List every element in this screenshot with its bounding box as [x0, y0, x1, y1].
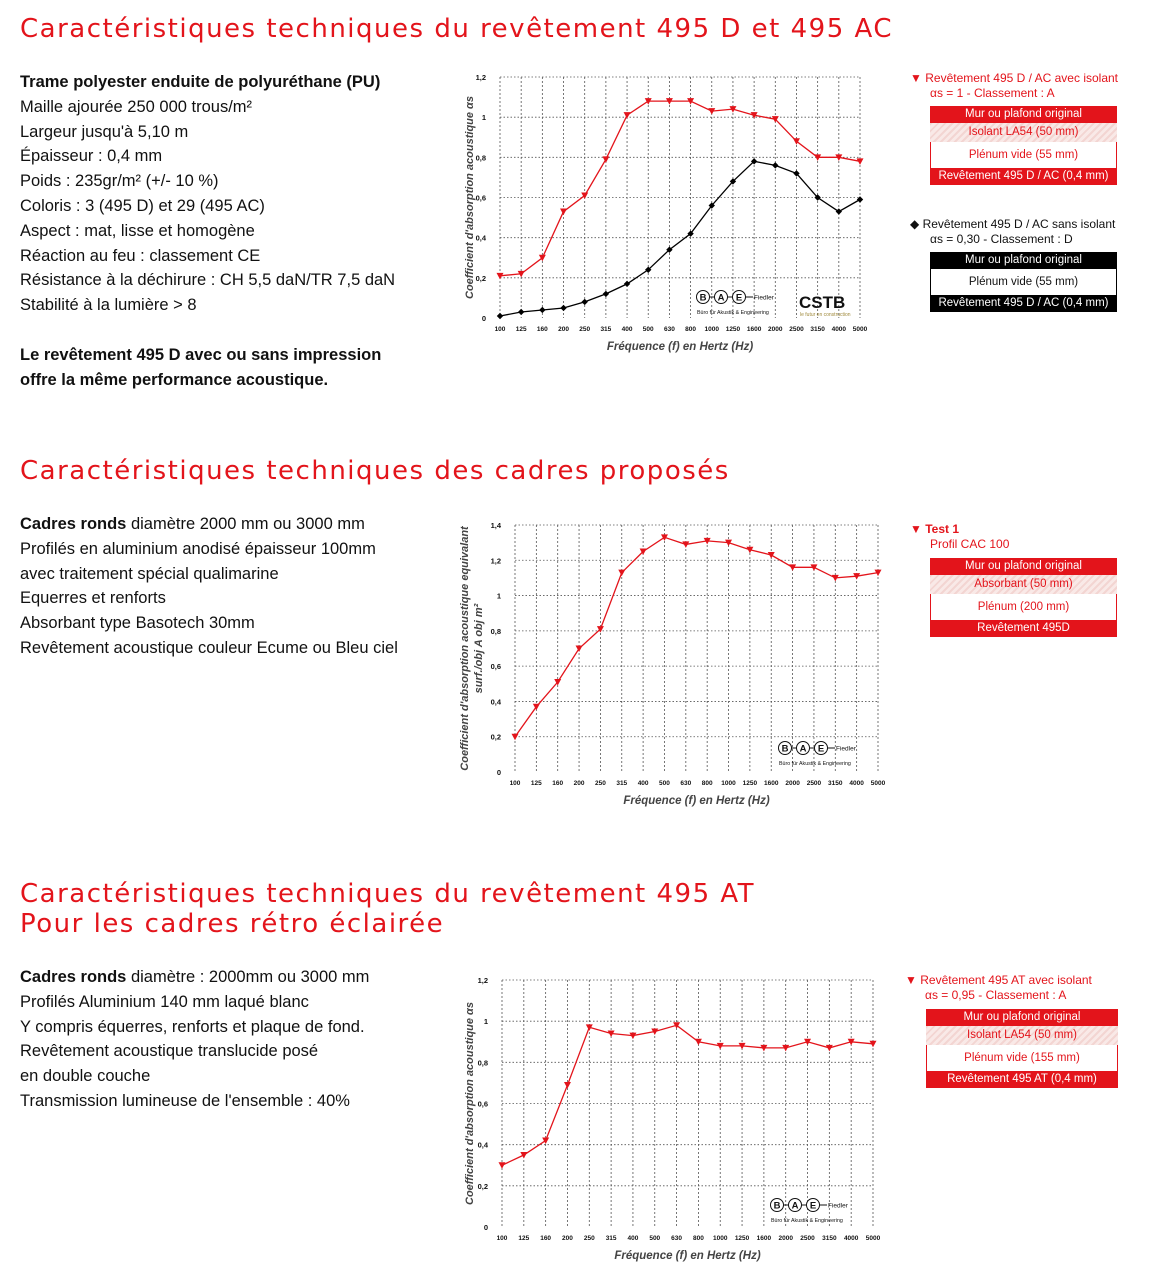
spec-item: en double couche — [20, 1067, 151, 1086]
data-point-triangle — [602, 156, 609, 163]
y-axis-title: Coefficient d'absorption acoustique equivalant — [459, 526, 471, 771]
diamond-marker-icon: ◆ — [910, 217, 920, 231]
legend-profile: Profil CAC 100 — [930, 537, 1010, 551]
y-tick-label: 1 — [496, 591, 501, 601]
data-point-diamond — [772, 162, 778, 168]
layer-stack-avec-isolant — [930, 106, 1117, 185]
section2-title: Caractéristiques techniques des cadres proposés — [20, 456, 730, 486]
legend-series-495at — [905, 973, 1092, 1003]
data-point-diamond — [582, 299, 588, 305]
spec-item: Stabilité à la lumière > 8 — [20, 296, 197, 315]
x-tick-label: 500 — [649, 1235, 661, 1242]
x-tick-label: 1000 — [713, 1235, 728, 1242]
layer-wall: Mur ou plafond original — [926, 1009, 1118, 1026]
legend-series-sans-isolant — [910, 217, 1115, 247]
x-tick-label: 630 — [671, 1235, 683, 1242]
layer-wall: Mur ou plafond original — [930, 252, 1117, 269]
triangle-marker-icon: ▼ — [905, 973, 917, 987]
section1-title: Caractéristiques techniques du revêtement 495 D et 495 AC — [20, 14, 894, 44]
spec-item: Réaction au feu : classement CE — [20, 246, 261, 265]
data-point-diamond — [518, 309, 524, 315]
x-tick-label: 1250 — [725, 326, 741, 333]
x-tick-label: 4000 — [843, 1235, 859, 1242]
y-tick-label: 0,4 — [475, 233, 486, 243]
layer-insulation: Isolant LA54 (50 mm) — [930, 123, 1117, 142]
data-point-triangle — [564, 1082, 571, 1089]
x-tick-label: 4000 — [831, 326, 847, 333]
y-tick-label: 0,6 — [490, 662, 501, 672]
x-tick-label: 800 — [701, 780, 713, 787]
bae-logo-subtitle: Büro für Akustik & Engineering — [779, 761, 851, 767]
layer-insulation: Isolant LA54 (50 mm) — [926, 1026, 1118, 1045]
bae-logo-letter: A — [717, 292, 725, 304]
layer-plenum: Plénum (200 mm) — [930, 594, 1117, 620]
data-point-triangle — [768, 552, 775, 559]
bae-logo-letter: B — [773, 1200, 781, 1212]
bae-logo-subtitle: Büro für Akustik & Engineering — [771, 1218, 843, 1224]
layer-wall: Mur ou plafond original — [930, 558, 1117, 575]
legend-class: αs = 0,95 - Classement : A — [925, 988, 1067, 1002]
bae-logo-letter: A — [791, 1200, 799, 1212]
data-point-triangle — [542, 1138, 549, 1145]
series-line — [500, 101, 860, 276]
data-point-triangle — [624, 112, 631, 119]
layer-stack-495at — [926, 1009, 1118, 1088]
x-tick-label: 2000 — [768, 326, 783, 333]
legend-class: αs = 0,30 - Classement : D — [930, 232, 1073, 246]
cstb-logo: CSTB — [799, 293, 846, 312]
spec-item: Y compris équerres, renforts et plaque de fond. — [20, 1017, 365, 1036]
y-tick-label: 0 — [496, 768, 501, 777]
x-tick-label: 5000 — [865, 1235, 881, 1242]
data-point-triangle — [826, 1045, 833, 1052]
note-line: offre la même performance acoustique. — [20, 370, 329, 389]
legend-label: Revêtement 495 AT avec isolant — [920, 973, 1092, 987]
y-tick-label: 0,6 — [477, 1099, 488, 1109]
spec-item: Transmission lumineuse de l'ensemble : 40% — [20, 1091, 350, 1110]
chart-cadres — [450, 500, 890, 815]
x-tick-label: 125 — [530, 780, 542, 787]
x-axis-title: Fréquence (f) en Hertz (Hz) — [606, 341, 754, 353]
bae-logo-letter: A — [799, 743, 807, 755]
legend-class: αs = 1 - Classement : A — [930, 86, 1055, 100]
layer-coating: Revêtement 495D — [930, 620, 1117, 637]
x-axis-title: Fréquence (f) en Hertz (Hz) — [614, 1250, 761, 1262]
data-point-triangle — [618, 570, 625, 577]
x-tick-label: 1000 — [704, 326, 719, 333]
x-tick-label: 125 — [518, 1235, 530, 1242]
data-point-triangle — [576, 646, 583, 653]
y-tick-label: 0 — [481, 314, 486, 323]
x-tick-label: 200 — [558, 326, 569, 333]
data-point-triangle — [499, 1162, 506, 1169]
y-tick-label: 1 — [483, 1017, 488, 1027]
x-tick-label: 630 — [663, 326, 675, 333]
x-tick-label: 1600 — [746, 326, 762, 333]
spec-item: Aspect : mat, lisse et homogène — [20, 221, 255, 240]
spec-item: Profilés en aluminium anodisé épaisseur 100mm — [20, 539, 376, 558]
x-tick-label: 200 — [562, 1235, 573, 1242]
x-tick-label: 2000 — [785, 780, 800, 787]
data-point-triangle — [682, 541, 689, 548]
y-tick-label: 0,8 — [475, 153, 486, 163]
spec-item: Profilés Aluminium 140 mm laqué blanc — [20, 992, 309, 1011]
data-point-diamond — [560, 305, 566, 311]
bae-logo-name: Fiedler — [836, 745, 856, 753]
x-tick-label: 1250 — [742, 780, 758, 787]
layer-coating: Revêtement 495 D / AC (0,4 mm) — [930, 168, 1117, 185]
x-tick-label: 250 — [594, 780, 606, 787]
layer-coating: Revêtement 495 D / AC (0,4 mm) — [930, 295, 1117, 312]
series-line — [515, 537, 878, 736]
y-axis-title: surf./obj A obj m² — [473, 603, 485, 694]
x-tick-label: 100 — [509, 780, 521, 787]
layer-stack-sans-isolant — [930, 252, 1117, 312]
triangle-marker-icon: ▼ — [910, 71, 922, 85]
spec-item: Épaisseur : 0,4 mm — [20, 147, 163, 166]
spec-item: Largeur jusqu'à 5,10 m — [20, 122, 189, 141]
spec-bold: Cadres ronds — [20, 515, 127, 533]
layer-plenum: Plénum vide (55 mm) — [930, 142, 1117, 168]
spec-item: Revêtement acoustique couleur Ecume ou Bleu ciel — [20, 638, 398, 657]
legend-series-test1 — [910, 522, 1009, 552]
section3-subtitle: Pour les cadres rétro éclairée — [20, 909, 445, 939]
y-tick-label: 0,8 — [477, 1058, 488, 1068]
spec-item: Coloris : 3 (495 D) et 29 (495 AC) — [20, 196, 265, 215]
bae-logo-letter: B — [699, 292, 707, 304]
y-tick-label: 1,4 — [490, 521, 501, 530]
x-tick-label: 250 — [583, 1235, 595, 1242]
y-tick-label: 0 — [483, 1223, 488, 1232]
y-tick-label: 0,2 — [475, 273, 486, 283]
x-axis-title: Fréquence (f) en Hertz (Hz) — [623, 795, 770, 807]
note-line: Le revêtement 495 D avec ou sans impression — [20, 345, 382, 364]
spec-item: Résistance à la déchirure : CH 5,5 daN/TR 7,5 daN — [20, 271, 396, 290]
y-axis-title: Coefficient d'absorption acoustique αs — [464, 96, 476, 299]
y-tick-label: 0,8 — [490, 626, 501, 636]
data-point-diamond — [539, 307, 545, 313]
y-tick-label: 0,6 — [475, 193, 486, 203]
y-tick-label: 1 — [481, 113, 486, 123]
data-point-diamond — [497, 313, 503, 319]
spec-item: Equerres et renforts — [20, 589, 166, 608]
section3-title: Caractéristiques techniques du revêtement 495 AT — [20, 879, 756, 909]
bae-logo-letter: E — [817, 743, 825, 755]
section1-specs — [20, 70, 395, 393]
y-tick-label: 0,2 — [477, 1181, 488, 1191]
x-tick-label: 160 — [540, 1235, 552, 1242]
data-point-triangle — [857, 158, 864, 165]
x-tick-label: 160 — [552, 780, 564, 787]
x-tick-label: 315 — [600, 326, 612, 333]
y-tick-label: 0,4 — [477, 1140, 488, 1150]
y-axis-title: Coefficient d'absorption acoustique αs — [464, 1002, 476, 1205]
section2-specs — [20, 512, 398, 661]
x-tick-label: 3150 — [810, 326, 825, 333]
data-point-diamond — [624, 281, 630, 287]
legend-label: Test 1 — [925, 522, 960, 536]
x-tick-label: 3150 — [828, 780, 843, 787]
layer-coating: Revêtement 495 AT (0,4 mm) — [926, 1071, 1118, 1088]
legend-label: Revêtement 495 D / AC sans isolant — [922, 217, 1116, 231]
data-point-triangle — [512, 734, 519, 741]
x-tick-label: 2000 — [778, 1235, 793, 1242]
bae-logo-subtitle: Büro für Akustik & Engineering — [697, 310, 769, 316]
x-tick-label: 1250 — [734, 1235, 750, 1242]
x-tick-label: 800 — [692, 1235, 704, 1242]
section3-specs — [20, 965, 369, 1114]
x-tick-label: 1600 — [764, 780, 779, 787]
spec-item: Absorbant type Basotech 30mm — [20, 614, 255, 633]
legend-series-avec-isolant — [910, 71, 1118, 101]
bae-logo-name: Fiedler — [754, 294, 774, 302]
data-point-diamond — [603, 291, 609, 297]
layer-plenum: Plénum vide (55 mm) — [930, 269, 1117, 295]
y-tick-label: 1,2 — [475, 73, 486, 82]
x-tick-label: 315 — [616, 780, 628, 787]
y-tick-label: 0,2 — [490, 732, 501, 742]
layer-plenum: Plénum vide (155 mm) — [926, 1045, 1118, 1071]
x-tick-label: 800 — [685, 326, 697, 333]
x-tick-label: 500 — [659, 780, 670, 787]
spec-item: Trame polyester enduite de polyuréthane (PU) — [20, 73, 381, 91]
legend-label: Revêtement 495 D / AC avec isolant — [925, 71, 1119, 85]
spec-rest: diamètre : 2000mm ou 3000 mm — [126, 968, 370, 986]
spec-item: Revêtement acoustique translucide posé — [20, 1042, 319, 1061]
layer-stack-test1 — [930, 558, 1117, 637]
data-point-triangle — [520, 1152, 527, 1159]
x-tick-label: 400 — [621, 326, 633, 333]
chart-495d-ac — [455, 65, 885, 365]
x-tick-label: 4000 — [849, 780, 864, 787]
y-tick-label: 0,4 — [490, 697, 501, 707]
spec-item: Poids : 235gr/m² (+/- 10 %) — [20, 172, 219, 191]
x-tick-label: 250 — [579, 326, 591, 333]
cstb-logo-subtitle: le futur en construction — [800, 312, 851, 318]
x-tick-label: 2500 — [806, 780, 822, 787]
x-tick-label: 1000 — [721, 780, 736, 787]
spec-rest: diamètre 2000 mm ou 3000 mm — [126, 515, 365, 533]
x-tick-label: 5000 — [852, 326, 868, 333]
spec-bold: Cadres ronds — [20, 968, 127, 986]
y-tick-label: 1,2 — [477, 976, 488, 985]
x-tick-label: 1600 — [756, 1235, 772, 1242]
x-tick-label: 2500 — [800, 1235, 815, 1242]
data-point-triangle — [560, 209, 567, 216]
bae-logo-letter: E — [809, 1200, 817, 1212]
x-tick-label: 2500 — [789, 326, 804, 333]
data-point-diamond — [836, 208, 842, 214]
chart-495at — [455, 965, 885, 1270]
x-tick-label: 5000 — [870, 780, 886, 787]
x-tick-label: 400 — [637, 780, 649, 787]
layer-wall: Mur ou plafond original — [930, 106, 1117, 123]
x-tick-label: 500 — [642, 326, 654, 333]
layer-absorbant: Absorbant (50 mm) — [930, 575, 1117, 594]
bae-logo-name: Fiedler — [828, 1202, 848, 1210]
spec-item: Maille ajourée 250 000 trous/m² — [20, 97, 253, 116]
bae-logo-letter: E — [735, 292, 743, 304]
x-tick-label: 100 — [496, 1235, 508, 1242]
x-tick-label: 100 — [494, 326, 506, 333]
x-tick-label: 160 — [536, 326, 548, 333]
x-tick-label: 125 — [515, 326, 527, 333]
x-tick-label: 315 — [605, 1235, 617, 1242]
x-tick-label: 200 — [573, 780, 585, 787]
x-tick-label: 630 — [680, 780, 692, 787]
bae-logo-letter: B — [781, 743, 789, 755]
triangle-marker-icon: ▼ — [910, 522, 922, 536]
x-tick-label: 3150 — [822, 1235, 837, 1242]
y-tick-label: 1,2 — [490, 556, 501, 566]
x-tick-label: 400 — [627, 1235, 639, 1242]
spec-item: avec traitement spécial qualimarine — [20, 564, 279, 583]
